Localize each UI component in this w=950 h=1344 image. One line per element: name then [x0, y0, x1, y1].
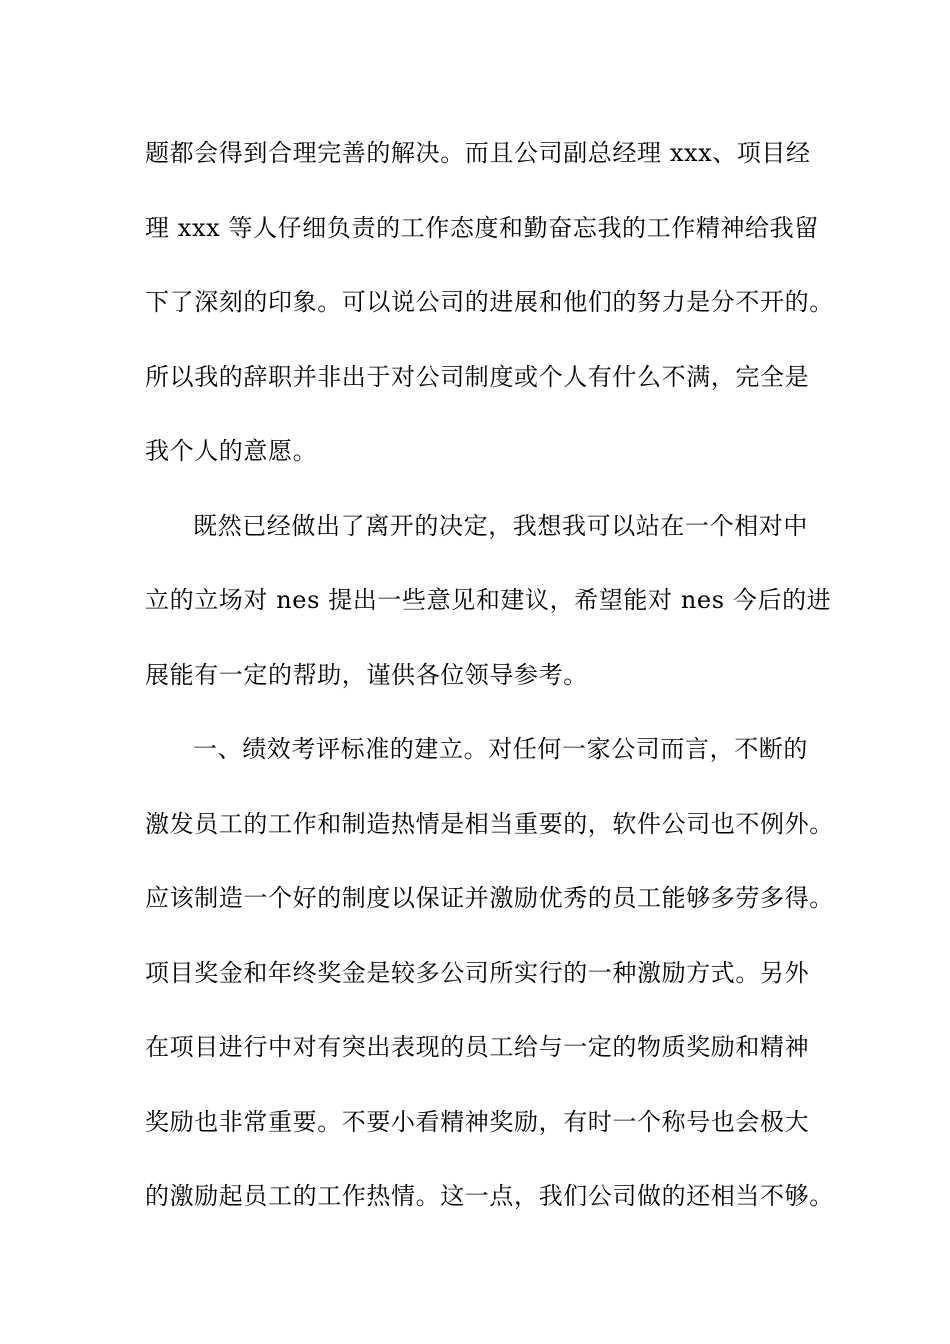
paragraph-start-line: 既然已经做出了离开的决定，我想我可以站在一个相对中 — [193, 511, 808, 540]
text-line: 的激励起员工的工作热情。这一点，我们公司做的还相当不够。 — [145, 1182, 834, 1210]
text-line: 下了深刻的印象。可以说公司的进展和他们的努力是分不开的。 — [145, 288, 834, 316]
text-line: 所以我的辞职并非出于对公司制度或个人有什么不满，完全是 — [145, 362, 810, 391]
text-line: 奖励也非常重要。不要小看精神奖励，有时一个称号也会极大 — [145, 1107, 810, 1136]
text-line: 立的立场对 nes 提出一些意见和建议，希望能对 nes 今后的进 — [145, 586, 832, 614]
text-line: 激发员工的工作和制造热情是相当重要的，软件公司也不例外。 — [145, 809, 834, 838]
text-line: 项目奖金和年终奖金是较多公司所实行的一种激励方式。另外 — [145, 958, 810, 987]
text-line: 在项目进行中对有突出表现的员工给与一定的物质奖励和精神 — [145, 1033, 810, 1061]
paragraph-start-line: 一、绩效考评标准的建立。对任何一家公司而言，不断的 — [193, 735, 808, 763]
document-body — [145, 130, 834, 1248]
text-line: 展能有一定的帮助，谨供各位领导参考。 — [145, 660, 588, 689]
text-line: 理 xxx 等人仔细负责的工作态度和勤奋忘我的工作精神给我留 — [145, 213, 819, 242]
text-line: 题都会得到合理完善的解决。而且公司副总经理 xxx、项目经 — [145, 139, 811, 167]
text-line: 应该制造一个好的制度以保证并激励优秀的员工能够多劳多得。 — [145, 884, 834, 912]
text-line: 我个人的意愿。 — [145, 437, 318, 465]
